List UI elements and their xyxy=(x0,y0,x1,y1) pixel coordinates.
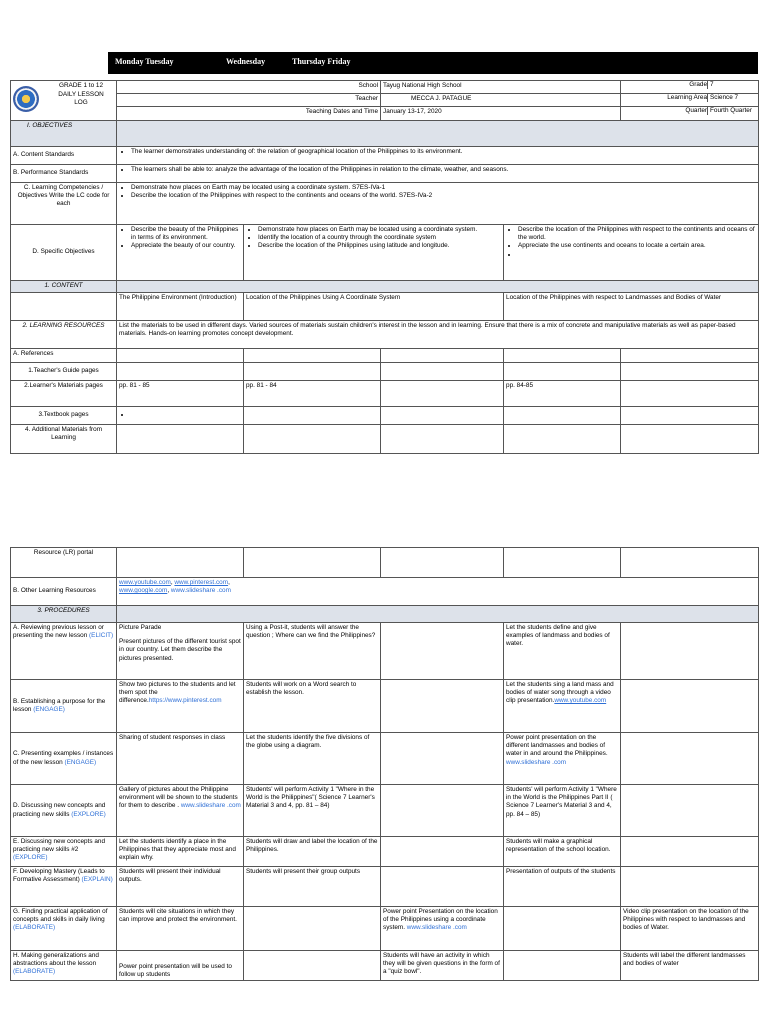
specific-objectives-label: D. Specific Objectives xyxy=(11,225,117,281)
school-value: Tayug National High School xyxy=(381,81,621,94)
log-title: GRADE 1 to 12 DAILY LESSON LOG xyxy=(58,82,104,107)
procedure-e-day2: Students will draw and label the location of the Philippines. xyxy=(244,837,381,867)
area-value: Science 7 xyxy=(710,94,739,101)
procedure-h-day4 xyxy=(504,951,621,981)
procedure-h-day1: Power point presentation will be used to follow up students xyxy=(117,951,244,981)
procedure-f-day1: Students will present their individual outputs. xyxy=(117,867,244,907)
day-header-bar xyxy=(108,52,758,74)
other-resources-links: www.youtube.com, www.pinterest.com, www.google.com, www.slideshare .com xyxy=(117,578,759,606)
procedure-a-day4: Let the students define and give examples of landmass and bodies of water. xyxy=(504,623,621,680)
procedure-b-day5 xyxy=(621,680,759,733)
procedure-d-day1: Gallery of pictures about the Philippine environment will be shown to the students for them to describe . www.slideshare .com xyxy=(117,785,244,837)
content-standards-label: A. Content Standards xyxy=(11,147,117,165)
day-wednesday: Wednesday xyxy=(226,57,266,66)
procedure-g-day5: Video clip presentation on the location of the Philippines with respect to landmasses and bodies of Water. xyxy=(621,907,759,951)
other-resources-label: B. Other Learning Resources xyxy=(11,578,117,606)
grade-value-cell xyxy=(621,81,759,94)
procedure-a-day2: Using a Post-it, students will answer the question ; Where can we find the Philippines? xyxy=(244,623,381,680)
competencies-label: C. Learning Competencies / Objectives Write the LC code for each xyxy=(11,183,117,225)
content-standards-value: • The learner demonstrates understanding of: the relation of geographical location of the Philippines to its environment. xyxy=(117,147,759,165)
teacher-value: MECCA J. PATAGUE xyxy=(381,94,621,107)
procedure-c-day2: Let the students identify the five divisions of the globe using a diagram. xyxy=(244,733,381,785)
procedure-e-day5 xyxy=(621,837,759,867)
procedure-e-day3 xyxy=(381,837,504,867)
objectives-heading-fill xyxy=(117,121,759,147)
link-slideshare-c[interactable]: www.slideshare .com xyxy=(506,758,567,766)
procedure-g-day2 xyxy=(244,907,381,951)
procedure-f-day2: Students will present their group outputs xyxy=(244,867,381,907)
lesson-log-table-page-2 xyxy=(10,547,759,981)
learners-materials-day1: pp. 81 - 85 xyxy=(117,381,244,407)
procedure-c-label: C. Presenting examples / instances of the new lesson (ENGAGE) xyxy=(11,733,117,785)
link-slideshare-d[interactable]: www.slideshare .com xyxy=(180,802,241,810)
link-youtube[interactable]: www.youtube.com xyxy=(119,579,171,586)
procedure-h-day3: Students will have an activity in which they will be given questions in the form of a "quiz bowl". xyxy=(381,951,504,981)
procedure-f-day5 xyxy=(621,867,759,907)
procedure-h-label: H. Making generalizations and abstractions about the lesson (ELABORATE) xyxy=(11,951,117,981)
procedure-h-day5: Students will label the different landmasses and bodies of water xyxy=(621,951,759,981)
procedure-b-day3 xyxy=(381,680,504,733)
specific-objectives-day2: • Demonstrate how places on Earth may be located using a coordinate system. • Identify the location of a country through the coordinate system • Describe the location of the Philippines using latitude and longitude. xyxy=(244,225,504,281)
header-logo-cell xyxy=(11,81,117,121)
procedure-c-day1: Sharing of student responses in class xyxy=(117,733,244,785)
procedure-f-day3 xyxy=(381,867,504,907)
learning-resources-label: 2. LEARNING RESOURCES xyxy=(11,321,117,349)
procedure-e-label: E. Discussing new concepts and practicing new skills #2 (EXPLORE) xyxy=(11,837,117,867)
competencies-value: • Demonstrate how places on Earth may be located using a coordinate system. S7ES-IVa-1 • Describe the location of the Philippines with respect to the continents and oceans of the world. S7ES-IVa-2 xyxy=(117,183,759,225)
procedure-b-day1: Show two pictures to the students and let them spot the difference.https://www.pinterest.com xyxy=(117,680,244,733)
procedure-b-day4: Let the students sing a land mass and bodies of water song through a video clip presentation.www.youtube.com xyxy=(504,680,621,733)
procedure-g-day3: Power point Presentation on the location of the Philippines using a coordinate system. www.slideshare .com xyxy=(381,907,504,951)
procedure-d-day2: Students' will perform Activity 1 "Where in the World is the Philippines"( Science 7 Learner's Material 3 and 4, pp. 81 – 84) xyxy=(244,785,381,837)
area-cell xyxy=(621,94,759,107)
content-heading-fill xyxy=(117,281,759,293)
day-thursday-friday: Thursday Friday xyxy=(292,57,351,66)
procedure-a-day5 xyxy=(621,623,759,680)
procedure-f-label: F. Developing Mastery (Leads to Formative Assessment) (EXPLAIN) xyxy=(11,867,117,907)
link-google[interactable]: www.google.com xyxy=(119,587,168,595)
procedure-e-day1: Let the students identify a place in the Philippines that they appreciate most and explain why. xyxy=(117,837,244,867)
procedure-c-day5 xyxy=(621,733,759,785)
grade-value: 7 xyxy=(710,81,714,88)
procedures-heading-fill xyxy=(117,606,759,623)
textbook-label: 3.Textbook pages xyxy=(11,407,117,425)
procedure-g-day1: Students will cite situations in which they can improve and protect the environment. xyxy=(117,907,244,951)
learners-materials-day4: pp. 84-85 xyxy=(504,381,621,407)
references-label: A. References xyxy=(11,349,117,363)
specific-objectives-day1: • Describe the beauty of the Philippines in terms of its environment. • Appreciate the beauty of our country. xyxy=(117,225,244,281)
link-pinterest-https[interactable]: https://www.pinterest.com xyxy=(148,697,222,705)
quarter-value: Fourth Quarter xyxy=(710,107,752,114)
procedure-c-day4: Power point presentation on the different landmasses and bodies of water in and around the Philippines. www.slideshare .com xyxy=(504,733,621,785)
learners-materials-day2: pp. 81 - 84 xyxy=(244,381,381,407)
procedure-d-label: D. Discussing new concepts and practicing new skills (EXPLORE) xyxy=(11,785,117,837)
school-label: School xyxy=(117,81,381,94)
dates-label: Teaching Dates and Time xyxy=(117,107,381,121)
quarter-cell xyxy=(621,107,759,121)
procedure-b-day2: Students will work on a Word search to establish the lesson. xyxy=(244,680,381,733)
procedure-h-day2 xyxy=(244,951,381,981)
performance-standards-value: • The learners shall be able to: analyze the advantage of the location of the Philippines in relation to the climate, weather, and seasons. xyxy=(117,165,759,183)
quarter-label: Quarter xyxy=(621,107,708,115)
day-monday-tuesday: Monday Tuesday xyxy=(115,57,174,66)
link-slideshare[interactable]: www.slideshare .com xyxy=(170,587,231,595)
additional-materials-label: 4. Additional Materials from Learning xyxy=(11,425,117,454)
link-pinterest[interactable]: www.pinterest.com xyxy=(174,579,229,586)
objectives-heading: I. OBJECTIVES xyxy=(11,121,117,147)
procedure-e-day4: Students will make a graphical representation of the school location. xyxy=(504,837,621,867)
procedures-heading: 3. PROCEDURES xyxy=(11,606,117,623)
performance-standards-label: B. Performance Standards xyxy=(11,165,117,183)
grade-label-text: Grade xyxy=(621,81,708,89)
teacher-label: Teacher xyxy=(117,94,381,107)
learners-materials-label: 2.Learner's Materials pages xyxy=(11,381,117,407)
content-day3: Location of the Philippines with respect to Landmasses and Bodies of Water xyxy=(504,293,759,321)
procedure-d-day5 xyxy=(621,785,759,837)
procedure-c-day3 xyxy=(381,733,504,785)
resource-portal-label: Resource (LR) portal xyxy=(11,548,117,578)
procedure-g-day4 xyxy=(504,907,621,951)
content-day1: The Philippine Environment (Introduction) xyxy=(117,293,244,321)
content-heading: 1. CONTENT xyxy=(11,281,117,293)
procedure-g-label: G. Finding practical application of concepts and skills in daily living (ELABORATE) xyxy=(11,907,117,951)
lesson-log-table-page-1 xyxy=(10,80,759,454)
link-youtube-clip[interactable]: www.youtube.com xyxy=(554,697,607,705)
teachers-guide-label: 1.Teacher's Guide pages xyxy=(11,363,117,381)
procedure-f-day4: Presentation of outputs of the students xyxy=(504,867,621,907)
link-slideshare-g[interactable]: www.slideshare .com xyxy=(406,924,467,932)
learning-resources-note: List the materials to be used in different days. Varied sources of materials sustain children's interest in the lesson and in learning. Ensure that there is a mix of concrete and manipulative materials as well as paper-based materials. Hands-on learning promotes concept development. xyxy=(117,321,759,349)
specific-objectives-day3: • Describe the location of the Philippines with respect to the continents and oceans of the world. • Appreciate the use continents and oceans to locate a certain area. • xyxy=(504,225,759,281)
procedure-b-label: B. Establishing a purpose for the lesson (ENGAGE) xyxy=(11,680,117,733)
area-label: Learning Area xyxy=(621,94,708,102)
procedure-a-day3 xyxy=(381,623,504,680)
procedure-a-day1: Picture Parade Present pictures of the different tourist spot in our country. Let them describe the pictures presented. xyxy=(117,623,244,680)
procedure-d-day4: Students' will perform Activity 1 "Where in the World is the Philippines Part II ( Science 7 Learner's Material 3 and 4, pp. 84 – 85) xyxy=(504,785,621,837)
textbook-day1 xyxy=(117,407,244,425)
dates-value: January 13-17, 2020 xyxy=(381,107,621,121)
content-label-spacer xyxy=(11,293,117,321)
procedure-d-day3 xyxy=(381,785,504,837)
procedure-a-label: A. Reviewing previous lesson or presenting the new lesson (ELICIT) xyxy=(11,623,117,680)
content-day2: Location of the Philippines Using A Coordinate System xyxy=(244,293,504,321)
